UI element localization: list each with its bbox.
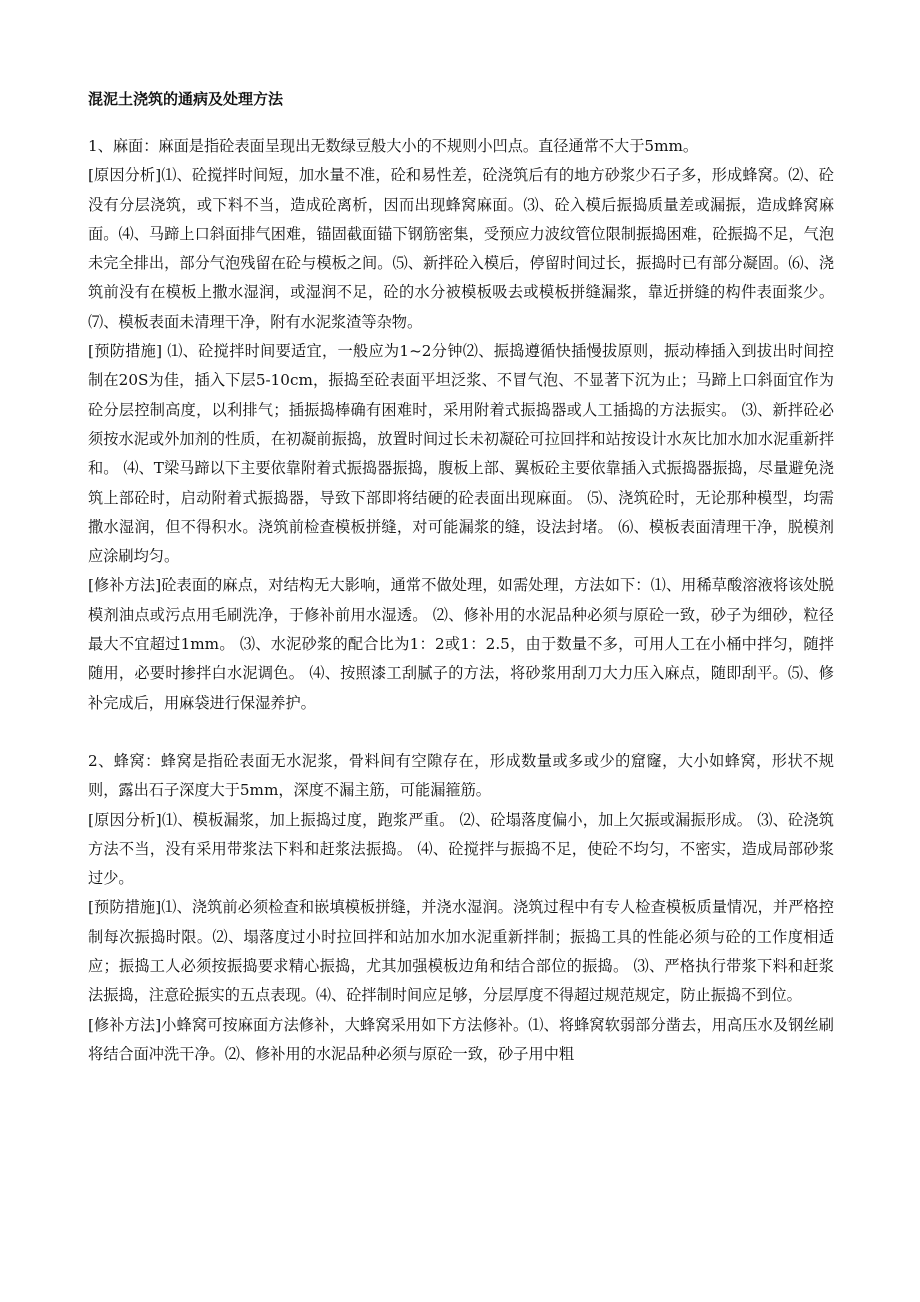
section-2-cause-analysis: [原因分析]⑴、模板漏浆，加上振捣过度，跑浆严重。 ⑵、砼塌落度偏小，加上欠振或漏振形成。 ⑶、砼浇筑方法不当，没有采用带浆法下料和赶浆法振捣。 ⑷、砼搅拌与振捣不足，使砼不均匀，不密实，造成局部砂浆过少。 xyxy=(88,810,834,888)
section-2-heading-paragraph: 2、蜂窝：蜂窝是指砼表面无水泥浆，骨料间有空隙存在，形成数量或多或少的窟窿，大小如蜂窝，形状不规则，露出石子深度大于5mm，深度不漏主筋，可能漏箍筋。 xyxy=(88,751,834,800)
document-title: 混泥土浇筑的通病及处理方法 xyxy=(88,90,284,108)
section-2-prevention-measures: [预防措施]⑴、浇筑前必须检查和嵌填模板拼缝，并浇水湿润。浇筑过程中有专人检查模板质量情况，并严格控制每次振捣时限。⑵、塌落度过小时拉回拌和站加水加水泥重新拌制；振捣工具的性能必须与砼的工作度相适应；振捣工人必须按振捣要求精心振捣，尤其加强模板边角和结合部位的振捣。 ⑶、严格执行带浆下料和赶浆法振捣，注意砼振实的五点表现。⑷、砼拌制时间应足够，分层厚度不得超过规范规定，防止振捣不到位。 xyxy=(88,898,834,1005)
document-page xyxy=(88,86,834,1069)
section-1-cause-analysis: [原因分析]⑴、砼搅拌时间短，加水量不准，砼和易性差，砼浇筑后有的地方砂浆少石子多，形成蜂窝。⑵、砼没有分层浇筑，或下料不当，造成砼离析，因而出现蜂窝麻面。⑶、砼入模后振捣质量差或漏振，造成蜂窝麻面。⑷、马蹄上口斜面排气困难，锚固截面锚下钢筋密集，受预应力波纹管位限制振捣困难，砼振捣不足，气泡未完全排出，部分气泡残留在砼与模板之间。⑸、新拌砼入模后，停留时间过长，振捣时已有部分凝固。⑹、浇筑前没有在模板上撒水湿润，或湿润不足，砼的水分被模板吸去或模板拼缝漏浆，靠近拼缝的构件表面浆少。 ⑺、模板表面未清理干净，附有水泥浆渣等杂物。 xyxy=(88,166,834,331)
section-honeycomb xyxy=(88,747,834,1069)
section-spacer xyxy=(88,718,834,747)
section-1-heading-paragraph: 1、麻面：麻面是指砼表面呈现出无数绿豆般大小的不规则小凹点。直径通常不大于5mm。 xyxy=(88,137,699,155)
section-2-repair-method: [修补方法]小蜂窝可按麻面方法修补，大蜂窝采用如下方法修补。⑴、将蜂窝软弱部分凿去，用高压水及钢丝刷将结合面冲洗干净。⑵、修补用的水泥品种必须与原砼一致，砂子用中粗 xyxy=(88,1015,834,1063)
section-1-prevention-measures: [预防措施] ⑴、砼搅拌时间要适宜，一般应为1~2分钟⑵、振捣遵循快插慢拔原则，振动棒插入到拔出时间控制在20S为佳，插入下层5-10cm，振捣至砼表面平坦泛浆、不冒气泡、不显著下沉为止；马蹄上口斜面宜作为砼分层控制高度，以利排气；插振捣棒确有困难时，采用附着式振捣器或人工插捣的方法振实。 ⑶、新拌砼必须按水泥或外加剂的性质，在初凝前振捣，放置时间过长未初凝砼可拉回拌和站按设计水灰比加水加水泥重新拌和。 ⑷、T梁马蹄以下主要依靠附着式振捣器振捣，腹板上部、翼板砼主要依靠插入式振捣器振捣，尽量避免浇筑上部砼时，启动附着式振捣器，导致下部即将结硬的砼表面出现麻面。 ⑸、浇筑砼时，无论那种模型，均需撒水湿润，但不得积水。浇筑前检查模板拼缝，对可能漏浆的缝，设法封堵。 ⑹、模板表面清理干净，脱模剂应涂刷均匀。 xyxy=(88,342,834,566)
section-1-repair-method: [修补方法]砼表面的麻点，对结构无大影响，通常不做处理，如需处理，方法如下：⑴、用稀草酸溶液将该处脱模剂油点或污点用毛刷洗净，于修补前用水湿透。 ⑵、修补用的水泥品种必须与原砼一致，砂子为细砂，粒径最大不宜超过1mm。 ⑶、水泥砂浆的配合比为1：2或1：2.5，由于数量不多，可用人工在小桶中拌匀，随拌随用，必要时掺拌白水泥调色。 ⑷、按照漆工刮腻子的方法，将砂浆用刮刀大力压入麻点，随即刮平。⑸、修补完成后，用麻袋进行保湿养护。 xyxy=(88,576,834,712)
section-pitting xyxy=(88,132,834,718)
